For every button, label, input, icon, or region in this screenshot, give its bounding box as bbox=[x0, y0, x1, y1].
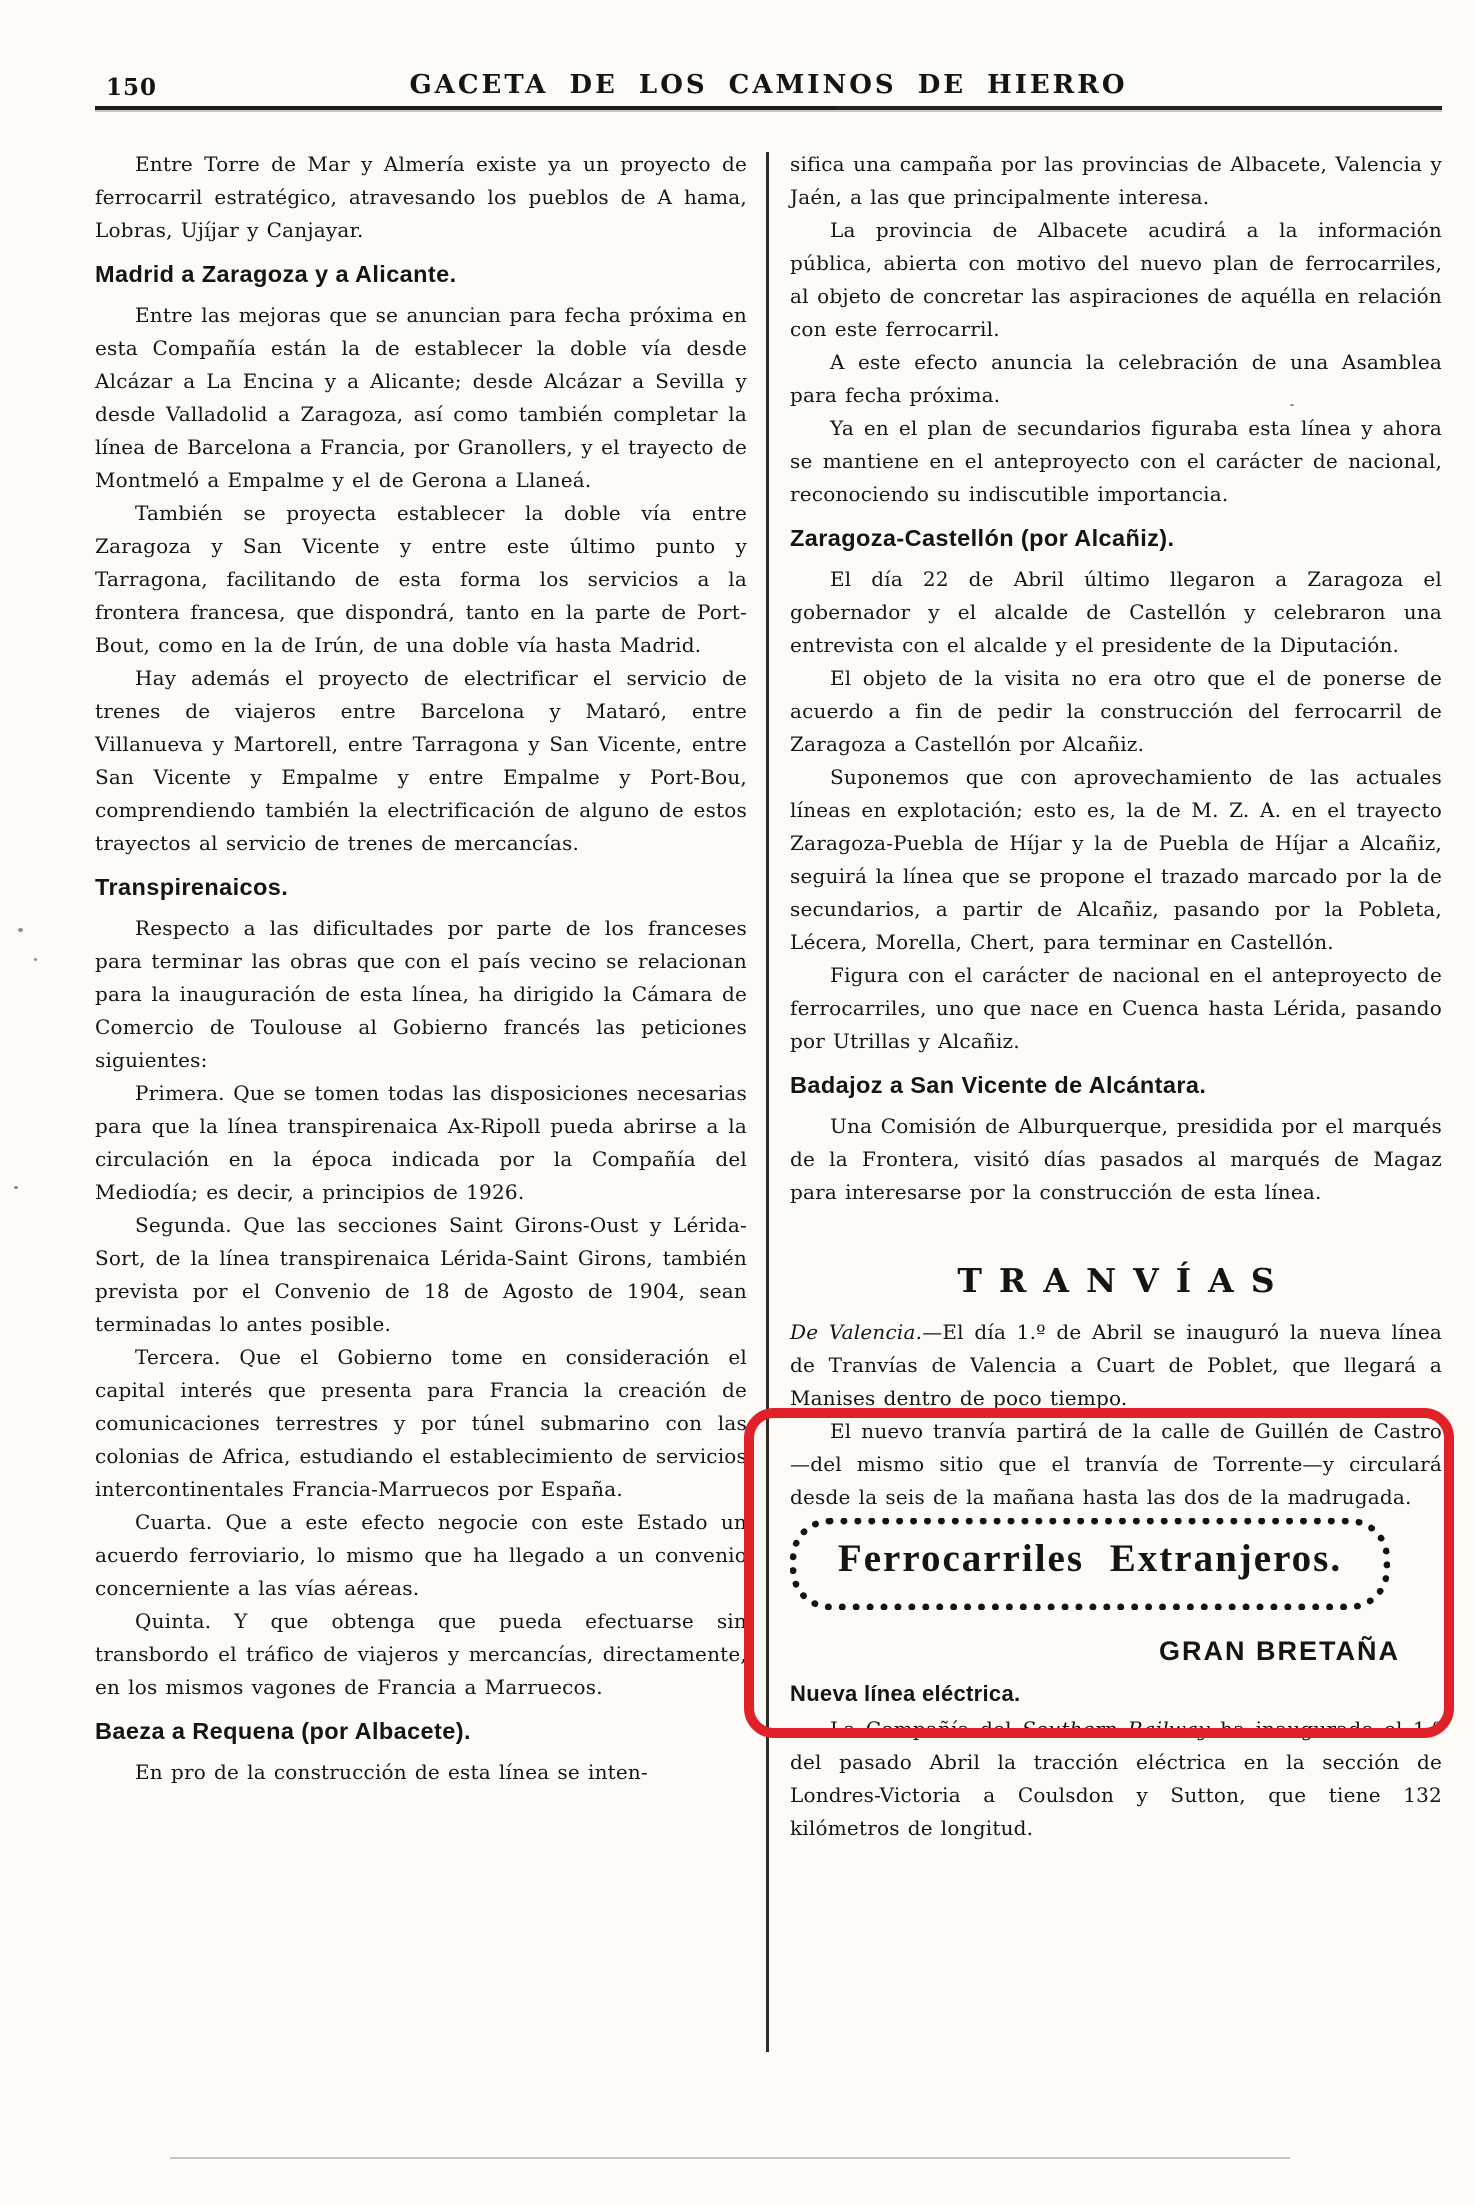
paragraph: Cuarta. Que a este efecto negocie con este Estado un acuerdo ferroviario, lo mismo que ha llegado a un convenio concerniente a las vías aéreas. bbox=[95, 1510, 747, 1600]
paragraph: Entre las mejoras que se anuncian para fecha próxima en esta Compañía están la de establecer la doble vía desde Alcázar a La Encina y a Alicante; desde Alcázar a Sevilla y desde Valladolid a Zaragoza, así como también completar la línea de Barcelona a Francia, por Granollers, y el trayecto de Montmeló a Empalme y el de Gerona a Llaneá. bbox=[95, 303, 747, 492]
paragraph: Respecto a las dificultades por parte de los franceses para terminar las obras que con el país vecino se relacionan para la inauguración de esta línea, ha dirigido la Cámara de Comercio de Toulouse al Gobierno francés las peticiones siguientes: bbox=[95, 916, 747, 1072]
paragraph: A este efecto anuncia la celebración de una Asamblea para fecha próxima. bbox=[790, 350, 1442, 407]
masthead-title: GACETA DE LOS CAMINOS DE HIERRO bbox=[409, 70, 1128, 100]
section-heading-zaragoza-castellon: Zaragoza-Castellón (por Alcañiz). bbox=[790, 525, 1175, 551]
paragraph: El nuevo tranvía partirá de la calle de Guillén de Castro—del mismo sitio que el tranvía de Torrente—y circulará desde la seis de la mañana hasta las dos de la madrugada. bbox=[790, 1419, 1442, 1509]
paragraph: En pro de la construcción de esta línea se inten- bbox=[135, 1760, 648, 1784]
tranvias-title: TRANVÍAS bbox=[957, 1261, 1292, 1300]
paragraph: Primera. Que se tomen todas las disposiciones necesarias para que la línea transpirenaica Ax-Ripoll pueda abrirse a la circulación en la época indicada por la Compañía del Mediodía; es decir, a principios de 1926. bbox=[95, 1081, 747, 1204]
ink-speck bbox=[18, 928, 23, 932]
paragraph: De Valencia.—El día 1.º de Abril se inauguró la nueva línea de Tranvías de Valencia a Cuart de Poblet, que llegará a Manises dentro de poco tiempo. bbox=[790, 1320, 1442, 1410]
paragraph: Tercera. Que el Gobierno tome en consideración el capital interés que presenta para Francia la creación de comunicaciones terrestres y por túnel submarino con las colonias de Africa, estudiando el establecimiento de servicios intercontinentales Francia-Marruecos por España. bbox=[95, 1345, 747, 1501]
dateline-de-valencia: De Valencia. bbox=[790, 1320, 923, 1344]
paragraph: El día 22 de Abril último llegaron a Zaragoza el gobernador y el alcalde de Castellón y celebraron una entrevista con el alcalde y el presidente de la Diputación. bbox=[790, 567, 1442, 657]
country-heading-gran-bretana: GRAN BRETAÑA bbox=[1159, 1636, 1400, 1666]
section-heading-baeza-requena: Baeza a Requena (por Albacete). bbox=[95, 1718, 471, 1744]
ink-speck bbox=[34, 958, 37, 961]
bottom-rule bbox=[170, 2157, 1290, 2159]
paragraph: Hay además el proyecto de electrificar el servicio de trenes de viajeros entre Barcelona y Mataró, entre Villanueva y Martorell, entre Tarragona y San Vicente, entre San Vicente y Empalme y entre Empalme y Port-Bou, comprendiendo también la electrificación de alguno de estos trayectos al servicio de trenes de mercancías. bbox=[95, 666, 747, 855]
paragraph: Quinta. Y que obtenga que pueda efectuarse sin transbordo el tráfico de viajeros y mercancías, directamente, en los mismos vagones de Francia a Marruecos. bbox=[95, 1609, 747, 1699]
sub-heading-nueva-linea-electrica: Nueva línea eléctrica. bbox=[790, 1681, 1021, 1706]
paragraph: Segunda. Que las secciones Saint Girons-Oust y Lérida-Sort, de la línea transpirenaica Lérida-Saint Girons, también prevista por el Convenio de 18 de Agosto de 1904, sean terminadas lo antes posible. bbox=[95, 1213, 747, 1336]
paragraph: También se proyecta establecer la doble vía entre Zaragoza y San Vicente y entre este último punto y Tarragona, facilitando de esta forma los servicios a la frontera francesa, que dispondrá, tanto en la parte de Port-Bout, como en la de Irún, de una doble vía hasta Madrid. bbox=[95, 501, 747, 657]
paragraph: El objeto de la visita no era otro que el de ponerse de acuerdo a fin de pedir la construcción del ferrocarril de Zaragoza a Castellón por Alcañiz. bbox=[790, 666, 1442, 756]
southern-railway-italic: Southern Railway bbox=[1022, 1717, 1210, 1741]
ink-speck bbox=[14, 1186, 18, 1189]
section-heading-madrid-zaragoza-alicante: Madrid a Zaragoza y a Alicante. bbox=[95, 261, 457, 287]
page-number: 150 bbox=[106, 74, 158, 101]
paragraph: Entre Torre de Mar y Almería existe ya un proyecto de ferrocarril estratégico, atravesando los pueblos de A hama, Lobras, Ujíjar y Canjayar. bbox=[95, 152, 747, 242]
ferrocarriles-extranjeros-box bbox=[790, 1518, 1390, 1610]
section-heading-transpirenaicos: Transpirenaicos. bbox=[95, 874, 289, 900]
right-column bbox=[790, 148, 1442, 1845]
left-column bbox=[95, 148, 747, 1789]
header-rule bbox=[95, 106, 1442, 110]
column-divider-rule bbox=[766, 152, 769, 2052]
paragraph: Una Comisión de Alburquerque, presidida por el marqués de la Frontera, visitó días pasados al marqués de Magaz para interesarse por la construcción de esta línea. bbox=[790, 1114, 1442, 1204]
paragraph: Suponemos que con aprovechamiento de las actuales líneas en explotación; esto es, la de M. Z. A. en el trayecto Zaragoza-Puebla de Híjar y la de Puebla de Híjar a Alcañiz, seguirá la línea que se propone el trazado marcado por la de secundarios, a partir de Alcañiz, pasando por la Pobleta, Lécera, Morella, Chert, para terminar en Castellón. bbox=[790, 765, 1442, 954]
paragraph: Ya en el plan de secundarios figuraba esta línea y ahora se mantiene en el anteproyecto con el carácter de nacional, reconociendo su indiscutible importancia. bbox=[790, 416, 1442, 506]
paragraph: sifica una campaña por las provincias de Albacete, Valencia y Jaén, a las que principalmente interesa. bbox=[790, 152, 1442, 209]
paragraph: La Compañía del Southern Railway ha inaugurado el 1.º del pasado Abril la tracción eléctrica en la sección de Londres-Victoria a Coulsdon y Sutton, que tiene 132 kilómetros de longitud. bbox=[790, 1717, 1443, 1840]
ferrocarriles-extranjeros-title: Ferrocarriles Extranjeros. bbox=[837, 1537, 1343, 1580]
paragraph: La provincia de Albacete acudirá a la información pública, abierta con motivo del nuevo plan de ferrocarriles, al objeto de concretar las aspiraciones de aquélla en relación con este ferrocarril. bbox=[790, 218, 1442, 341]
section-heading-badajoz-san-vicente: Badajoz a San Vicente de Alcántara. bbox=[790, 1072, 1207, 1098]
tranvias-section bbox=[790, 1261, 1442, 1514]
paragraph: Figura con el carácter de nacional en el anteproyecto de ferrocarriles, uno que nace en Cuenca hasta Lérida, pasando por Utrillas y Alcañiz. bbox=[790, 963, 1442, 1053]
